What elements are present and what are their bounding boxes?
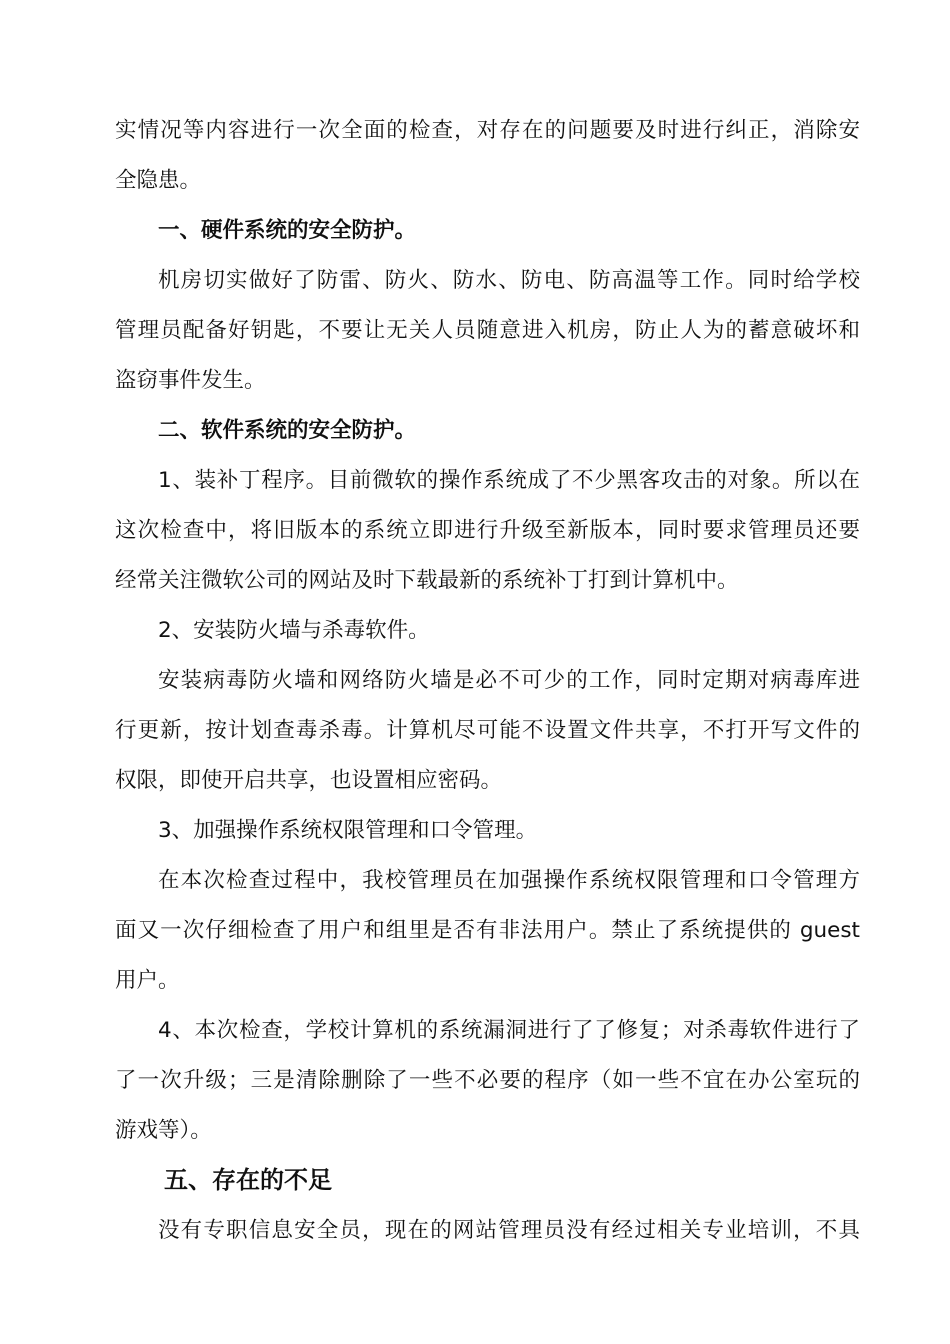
section-heading-hardware: 一、硬件系统的安全防护。 — [158, 218, 417, 243]
body-line: 权限，即使开启共享，也设置相应密码。 — [115, 768, 503, 793]
body-line: 机房切实做好了防雷、防火、防水、防电、防高温等工作。同时给学校 — [158, 268, 860, 293]
body-line: 3、加强操作系统权限管理和口令管理。 — [158, 818, 538, 843]
section-heading-software: 二、软件系统的安全防护。 — [158, 418, 417, 443]
body-line: 用户。 — [115, 968, 180, 993]
body-line: 在本次检查过程中，我校管理员在加强操作系统权限管理和口令管理方 — [158, 868, 860, 893]
body-line: 行更新，按计划查毒杀毒。计算机尽可能不设置文件共享，不打开写文件的 — [115, 718, 860, 743]
body-line: 安装病毒防火墙和网络防火墙是必不可少的工作，同时定期对病毒库进 — [158, 668, 860, 693]
body-line: 盗窃事件发生。 — [115, 368, 266, 393]
body-line: 没有专职信息安全员，现在的网站管理员没有经过相关专业培训，不具 — [158, 1218, 860, 1243]
section-heading-shortcomings: 五、存在的不足 — [164, 1166, 332, 1194]
body-line: 游戏等）。 — [115, 1118, 212, 1143]
body-line: 2、安装防火墙与杀毒软件。 — [158, 618, 430, 643]
body-line: 1、装补丁程序。目前微软的操作系统成了不少黑客攻击的对象。所以在 — [158, 468, 860, 493]
body-line: 了一次升级；三是清除删除了一些不必要的程序（如一些不宜在办公室玩的 — [115, 1068, 860, 1093]
body-line: 这次检查中，将旧版本的系统立即进行升级至新版本，同时要求管理员还要 — [115, 518, 860, 543]
body-line: 管理员配备好钥匙，不要让无关人员随意进入机房，防止人为的蓄意破坏和 — [115, 318, 860, 343]
body-line: 经常关注微软公司的网站及时下载最新的系统补丁打到计算机中。 — [115, 568, 739, 593]
body-line: 面又一次仔细检查了用户和组里是否有非法用户。禁止了系统提供的 guest — [115, 918, 860, 943]
body-line: 4、本次检查，学校计算机的系统漏洞进行了了修复；对杀毒软件进行了 — [158, 1018, 860, 1043]
body-line: 实情况等内容进行一次全面的检查，对存在的问题要及时进行纠正，消除安 — [115, 118, 860, 143]
body-line: 全隐患。 — [115, 168, 202, 193]
